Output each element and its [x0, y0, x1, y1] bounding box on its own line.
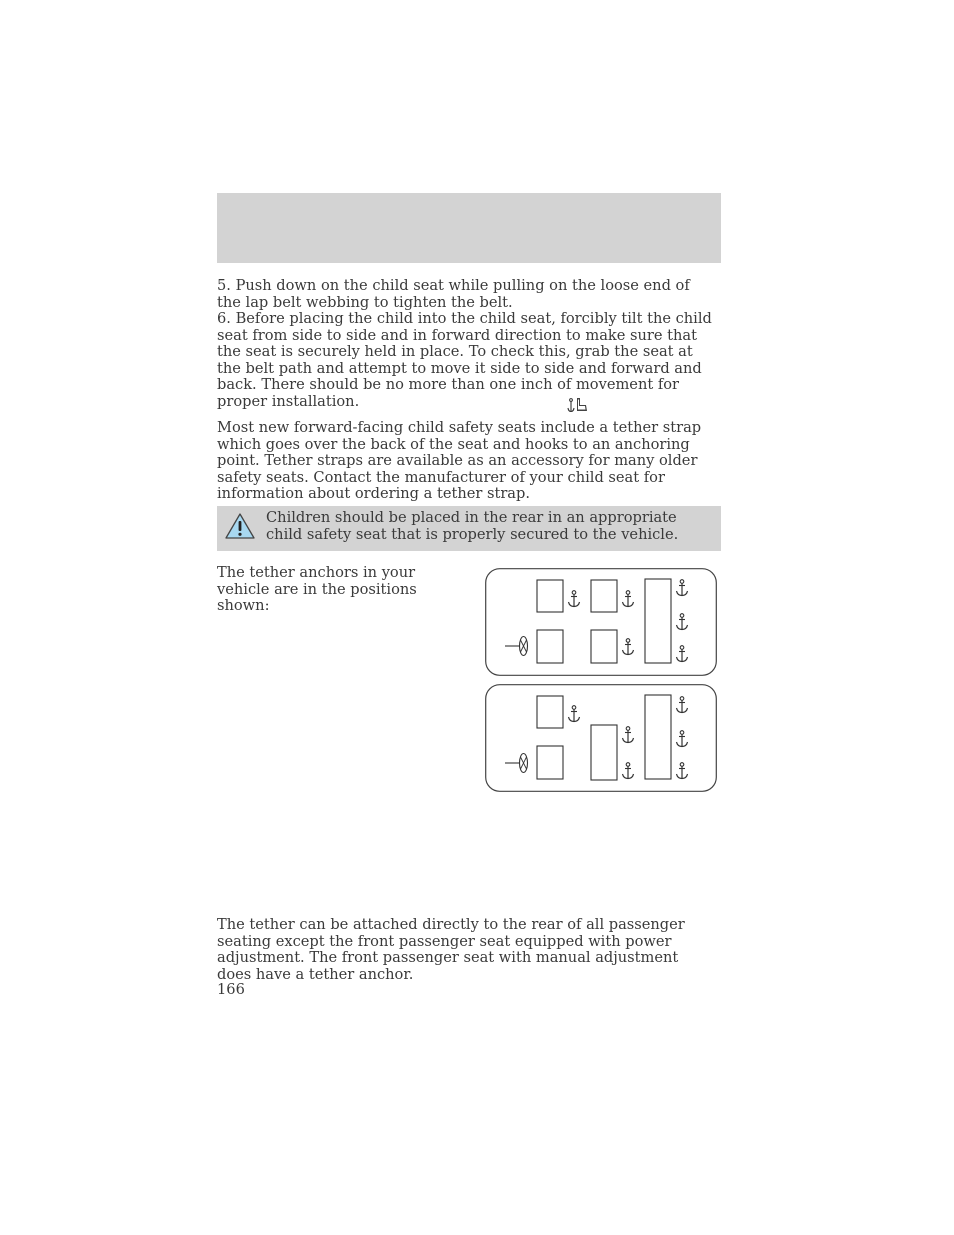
anchor-icon — [623, 727, 634, 743]
instruction-step-6: 6. Before placing the child into the child seat, forcibly tilt the child seat from side to side and in forward direction to make sure that the seat is securely held in place. To check this, grab the seat at the belt path and attempt to move it side to side and forward and back. There should be no more than one inch of movement for proper installation. — [217, 310, 712, 410]
warning-box — [217, 506, 721, 551]
seat-second-row-bench — [591, 725, 617, 780]
warning-text: Children should be placed in the rear in an appropriate child safety seat that is properly secured to the vehicle. — [266, 509, 679, 543]
anchor-icon — [623, 591, 634, 607]
header-band — [217, 193, 721, 263]
seat-rear-left — [537, 696, 563, 728]
instruction-step-5: 5. Push down on the child seat while pulling on the loose end of the lap belt webbing to tighten the belt. — [217, 277, 690, 311]
anchor-icon — [623, 763, 634, 779]
warning-triangle-icon — [224, 512, 256, 540]
tether-anchor-diagram-2 — [485, 684, 717, 792]
anchor-icon — [569, 591, 580, 607]
seat-rear-left — [537, 580, 563, 612]
seat-third-row-bench — [645, 579, 671, 663]
seat-driver — [537, 630, 563, 663]
anchor-icon — [677, 731, 688, 747]
seat-driver — [537, 746, 563, 779]
steering-wheel-icon — [505, 637, 528, 656]
anchor-icon — [677, 763, 688, 779]
anchor-icon — [677, 697, 688, 713]
anchor-icon — [569, 706, 580, 722]
anchor-positions-text: The tether anchors in your vehicle are in the positions shown: — [217, 564, 417, 614]
tether-intro-text: Most new forward-facing child safety seats include a tether strap which goes over the back of the seat and hooks to an anchoring point. Tether straps are available as an accessory for many older safety seats. Contact the manufacturer of your child seat for information about ordering a tether strap. — [217, 419, 702, 502]
anchor-icon — [623, 639, 634, 655]
seat-third-row-bench — [645, 695, 671, 779]
anchor-icon — [677, 580, 688, 596]
tether-anchor-diagram-1 — [485, 568, 717, 676]
anchor-icon — [677, 646, 688, 662]
tether-attach-text: The tether can be attached directly to the rear of all passenger seating except the front passenger seat equipped with power adjustment. The front passenger seat with manual adjustment does have a tether anchor. — [217, 916, 685, 983]
anchor-icon — [677, 614, 688, 630]
page-number: 166 — [217, 981, 245, 998]
section-heading-row — [217, 396, 721, 416]
steering-wheel-icon — [505, 754, 528, 773]
seat-front-passenger — [591, 630, 617, 663]
seat-rear-right — [591, 580, 617, 612]
child-seat-anchor-icon — [567, 396, 589, 414]
